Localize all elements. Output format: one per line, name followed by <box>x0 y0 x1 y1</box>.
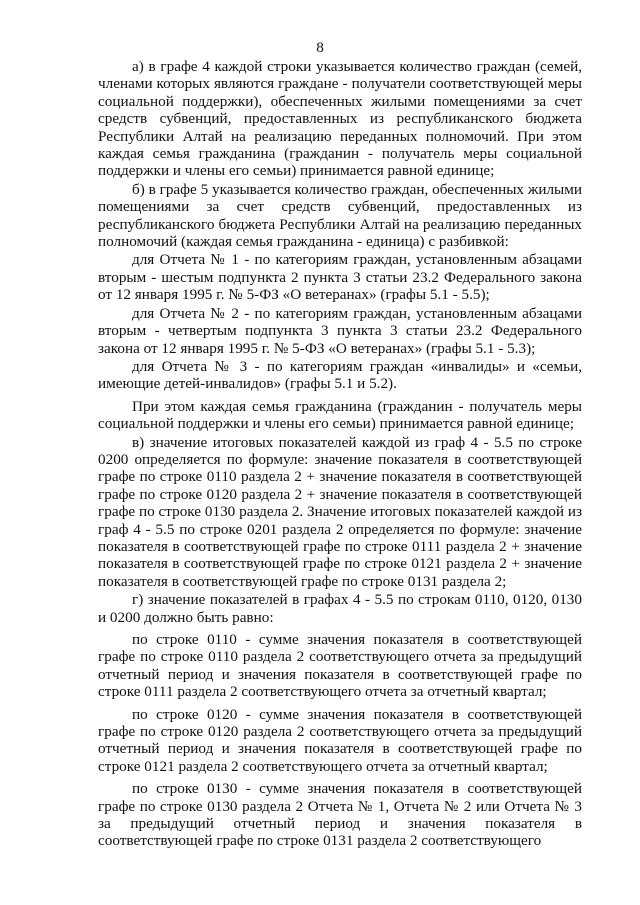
paragraph-b: б) в графе 5 указывается количество граждан, обеспеченных жилыми помещениями за счет средств субвенций, предоставленных из республиканского бюджета Республики Алтай на реализацию переданных полномочий (каждая семья гражданина - единица) с разбивкой: <box>98 180 582 251</box>
paragraph-row-0110: по строке 0110 - сумме значения показателя в соответствующей графе по строке 0110 раздела 2 соответствующего отчета за предыдущий отчетный период и значения показателя в соответствующей графе по строке 0111 раздела 2 соответствующего отчета за отчетный квартал; <box>98 631 582 701</box>
paragraph-report-1: для Отчета № 1 - по категориям граждан, установленным абзацами вторым - шестым подпункта 2 пункта 3 статьи 23.2 Федерального закона от 12 января 1995 г. № 5-ФЗ «О ветеранах» (графы 5.1 - 5.5); <box>98 251 582 304</box>
paragraph-g: г) значение показателей в графах 4 - 5.5 по строкам 0110, 0120, 0130 и 0200 должно быть равно: <box>98 591 582 626</box>
paragraph-family-unit: При этом каждая семья гражданина (гражданин - получатель меры социальной поддержки и члены его семьи) принимается равной единице; <box>98 397 582 433</box>
paragraph-a: а) в графе 4 каждой строки указывается количество граждан (семей, членами которых являются граждане - получатели соответствующей меры социальной поддержки), обеспеченных жилыми помещениями за счет средств субвенций, предоставленных из республиканского бюджета Республики Алтай на реализацию переданных полномочий. При этом каждая семья гражданина (гражданин - получатель меры социальной поддержки и члены его семьи) принимается равной единице; <box>98 58 582 180</box>
document-body <box>98 58 582 851</box>
paragraph-row-0120: по строке 0120 - сумме значения показателя в соответствующей графе по строке 0120 раздела 2 соответствующего отчета за предыдущий отчетный период и значения показателя в соответствующей графе по строке 0121 раздела 2 соответствующего отчета за отчетный квартал; <box>98 705 582 775</box>
paragraph-report-2: для Отчета № 2 - по категориям граждан, установленным абзацами вторым - четвертым подпункта 3 пункта 3 статьи 23.2 Федерального закона от 12 января 1995 г. № 5-ФЗ «О ветеранах» (графы 5.1 - 5.3); <box>98 304 582 357</box>
paragraph-report-3: для Отчета № 3 - по категориям граждан «инвалиды» и «семьи, имеющие детей-инвалидов» (графы 5.1 и 5.2). <box>98 357 582 393</box>
paragraph-row-0130: по строке 0130 - сумме значения показателя в соответствующей графе по строке 0130 раздела 2 Отчета № 1, Отчета № 2 или Отчета № 3 за предыдущий отчетный период и значения показателя в соответствующей графе по строке 0131 раздела 2 соответствующего <box>98 780 582 850</box>
page-number: 8 <box>316 39 324 56</box>
paragraph-v: в) значение итоговых показателей каждой из граф 4 - 5.5 по строке 0200 определяется по формуле: значение показателя в соответствующей графе по строке 0110 раздела 2 + значение показателя в соответствующей графе по строке 0120 раздела 2 + значение показателя в соответствующей графе по строке 0130 раздела 2. Значение итоговых показателей каждой из граф 4 - 5.5 по строке 0201 раздела 2 определяется по формуле: значение показателя в соответствующей графе по строке 0111 раздела 2 + значение показателя в соответствующей графе по строке 0121 раздела 2 + значение показателя в соответствующей графе по строке 0131 раздела 2; <box>98 433 582 590</box>
